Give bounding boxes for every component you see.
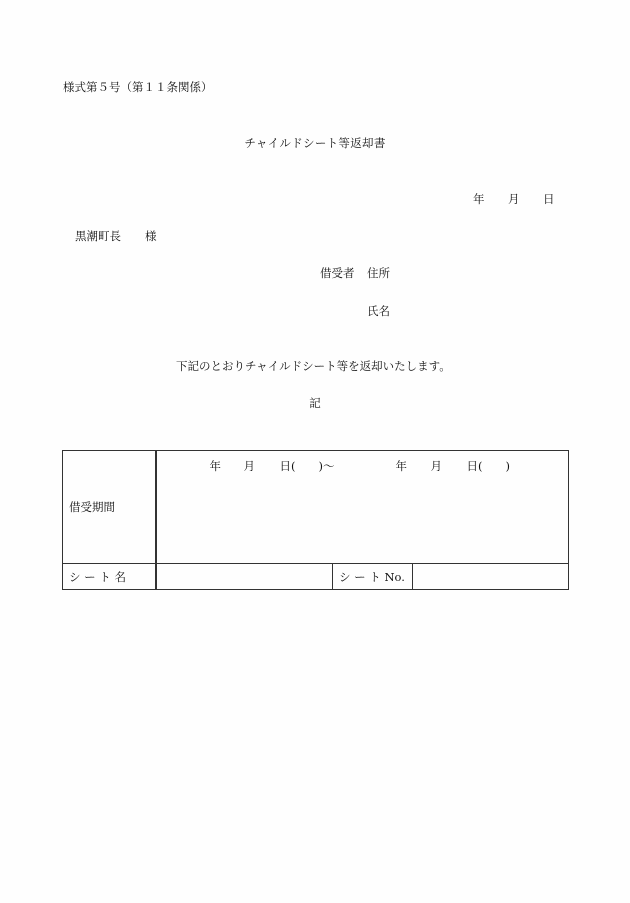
- addressee-honorific: 様: [145, 229, 157, 243]
- body-text: 下記のとおりチャイルドシート等を返却いたします。: [176, 359, 451, 373]
- period-from-day: 日( )～: [279, 459, 335, 473]
- sheet-row: [63, 564, 569, 590]
- sheet-name-field[interactable]: [156, 564, 333, 590]
- date-day-label: 日: [543, 192, 555, 206]
- period-from-year: 年: [209, 459, 221, 473]
- period-row: [63, 451, 569, 564]
- period-to-year: 年: [395, 459, 407, 473]
- ki-heading: 記: [309, 396, 321, 410]
- period-from-month: 月: [243, 459, 255, 473]
- sheet-no-label: シ ー ト No.: [333, 564, 413, 590]
- period-to-month: 月: [430, 459, 442, 473]
- date-year-label: 年: [473, 192, 485, 206]
- return-details-table: [62, 450, 569, 590]
- addressee-name: 黒潮町長: [75, 229, 121, 243]
- sheet-no-field[interactable]: [413, 564, 569, 590]
- period-field[interactable]: [156, 451, 569, 564]
- form-number: 様式第５号（第１１条関係）: [63, 80, 213, 94]
- address-label: 住所: [367, 266, 390, 280]
- date-month-label: 月: [508, 192, 520, 206]
- borrower-label: 借受者: [320, 266, 355, 280]
- document-title: チャイルドシート等返却書: [244, 136, 386, 150]
- period-to-day: 日( ): [466, 459, 510, 473]
- name-label: 氏名: [367, 304, 390, 318]
- sheet-name-label: シ ー ト 名: [63, 564, 156, 590]
- period-label: 借受期間: [63, 451, 156, 564]
